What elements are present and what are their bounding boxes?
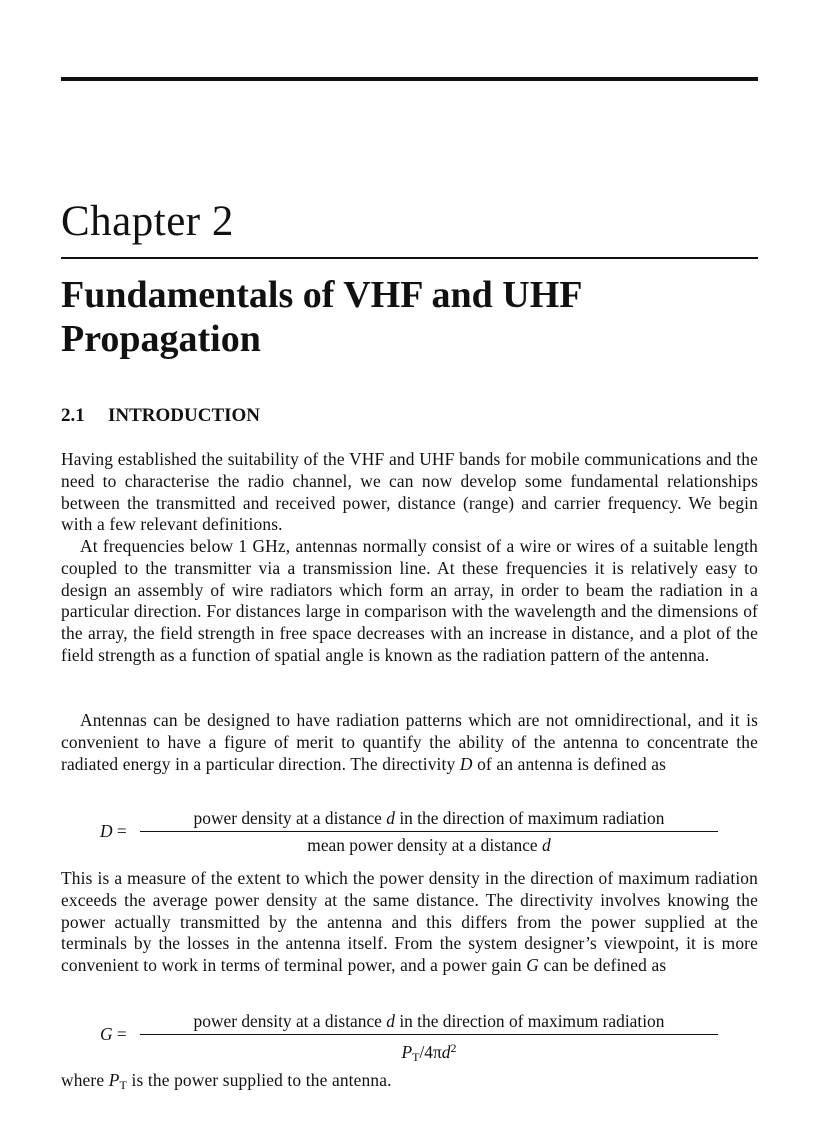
paragraph-4-text-a: This is a measure of the extent to which the power density in the direction of maximum radiation exceeds the average power density at the same distance. The directivity involves knowing the power actually transmitted by the antenna and this differs from the power supplied at the terminals by the losses in the antenna itself. From the system designer’s viewpoint, it is more convenient to work in terms of terminal power, and a power gain: [61, 868, 758, 976]
denominator-operator: /4π: [419, 1042, 442, 1062]
paragraph-5-text-b: is the power supplied to the antenna.: [131, 1070, 392, 1090]
paragraph-3: [61, 710, 758, 775]
paragraph-3-variable: D: [459, 753, 473, 774]
equation-variable: D: [100, 821, 113, 841]
paragraph-4-variable: G: [526, 955, 539, 976]
denominator-distance: d: [441, 1042, 451, 1062]
numerator-text-a: power density at a distance: [193, 1011, 382, 1031]
paragraph-5: [61, 1070, 758, 1097]
fraction-bar: [140, 831, 718, 832]
equation-fraction: [140, 808, 718, 855]
equation-lhs: [100, 821, 127, 842]
chapter-rule: [61, 257, 758, 259]
equation-lhs: [100, 1024, 127, 1045]
denominator-exponent: 2: [450, 1041, 457, 1055]
chapter-title-line-2: Propagation: [61, 318, 261, 360]
equals-sign: =: [116, 821, 127, 841]
fraction-numerator: [140, 1011, 718, 1032]
equation-variable: G: [100, 1024, 113, 1044]
paragraph-5-text-a: where: [61, 1070, 105, 1090]
fraction-denominator: [140, 1038, 718, 1067]
paragraph-3-text-b: of an antenna is defined as: [477, 753, 667, 774]
numerator-text-b: in the direction of maximum radiation: [399, 1011, 665, 1031]
top-rule: [61, 77, 758, 81]
chapter-title-line-1: Fundamentals of VHF and UHF: [61, 274, 583, 316]
numerator-text-a: power density at a distance: [193, 808, 382, 828]
paragraph-5-subscript: T: [119, 1078, 127, 1092]
section-title: INTRODUCTION: [108, 405, 261, 426]
paragraph-5-variable: P: [108, 1070, 120, 1090]
paragraph-4-text-b: can be defined as: [543, 955, 667, 976]
denominator-subscript: T: [412, 1050, 420, 1064]
paragraph-4: [61, 868, 758, 977]
fraction-bar: [140, 1034, 718, 1035]
paragraph-1: Having established the suitability of the VHF and UHF bands for mobile communications and the need to characterise the radio channel, we can now develop some fundamental relationships between the transmitted and received power, distance (range) and carrier frequency. We begin with a few relevant definitions.: [61, 449, 758, 535]
chapter-label: Chapter 2: [61, 198, 234, 245]
section-number: 2.1: [61, 405, 85, 426]
chapter-title: [61, 273, 761, 361]
denominator-variable: d: [542, 835, 551, 855]
denominator-power-symbol: P: [401, 1042, 413, 1062]
fraction-numerator: [140, 808, 718, 829]
directivity-equation: [100, 808, 720, 856]
numerator-text-b: in the direction of maximum radiation: [399, 808, 665, 828]
paragraph-2: At frequencies below 1 GHz, antennas normally consist of a wire or wires of a suitable length coupled to the transmitter via a transmission line. At these frequencies it is relatively easy to design an assembly of wire radiators which form an array, in order to beam the radiation in a particular direction. For distances large in comparison with the wavelength and the dimensions of the array, the field strength in free space decreases with an increase in distance, and a plot of the field strength as a function of spatial angle is known as the radiation pattern of the antenna.: [61, 536, 758, 665]
equation-fraction: [140, 1011, 718, 1067]
denominator-text: mean power density at a distance: [307, 835, 538, 855]
paragraph-3-text-a: Antennas can be designed to have radiation patterns which are not omnidirectional, and it is convenient to have a figure of merit to quantify the ability of the antenna to concentrate the radiated energy in a particular direction. The directivity: [61, 710, 758, 774]
section-heading: [61, 404, 260, 428]
numerator-variable: d: [386, 808, 395, 828]
power-gain-equation: [100, 1011, 720, 1064]
equals-sign: =: [116, 1024, 127, 1044]
fraction-denominator: [140, 835, 718, 855]
numerator-variable: d: [386, 1011, 395, 1031]
